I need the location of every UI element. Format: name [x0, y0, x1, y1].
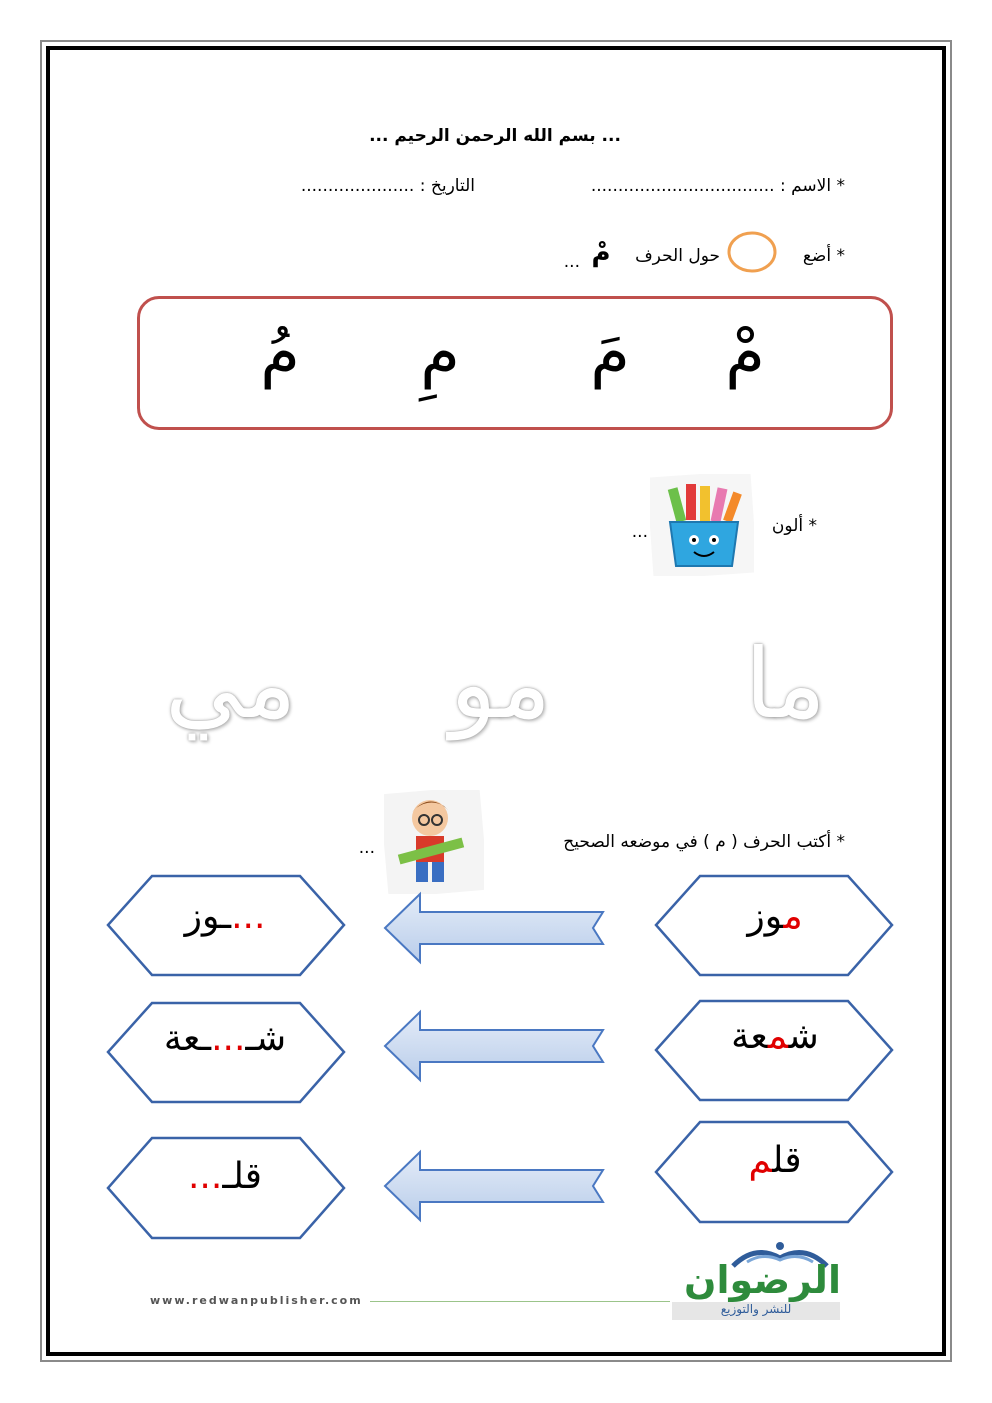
footer-divider: [370, 1301, 670, 1302]
outline-word-mi[interactable]: مي: [165, 628, 297, 740]
source-word-2: شمعة: [731, 1016, 819, 1057]
circle-task-middle: حول الحرف: [635, 246, 720, 266]
arrow-left-2: [385, 1012, 603, 1080]
basmala-heading: ... بسم الله الرحمن الرحيم ...: [369, 126, 621, 146]
letter-kasra[interactable]: مِ: [420, 316, 460, 390]
arrow-left-1: [385, 894, 603, 962]
letter-fatha[interactable]: مَ: [590, 316, 630, 390]
name-field-label: * الاسم : ..................................: [590, 176, 845, 196]
orange-circle-icon: [726, 230, 778, 274]
date-field-label: التاريخ : .....................: [300, 176, 475, 196]
outline-word-ma[interactable]: ما: [745, 628, 826, 740]
write-task-suffix: ...: [358, 838, 375, 858]
circle-task-letter: مْ: [591, 238, 611, 268]
letter-sukun[interactable]: مْ: [725, 316, 765, 390]
write-task-label: * أكتب الحرف ( م ) في موضعه الصحيح: [563, 832, 845, 852]
logo-name: الرضوان: [684, 1258, 841, 1302]
outline-word-mu[interactable]: مو: [450, 628, 552, 740]
target-word-3[interactable]: قلـ...: [187, 1156, 263, 1197]
logo-subtitle: للنشر والتوزيع: [672, 1302, 840, 1320]
footer-url[interactable]: www.redwanpublisher.com: [150, 1294, 363, 1307]
target-word-1[interactable]: ...ـوز: [184, 896, 266, 937]
color-task-label: * ألون: [771, 516, 817, 536]
circle-task-prefix: * أضع: [802, 246, 845, 266]
source-word-1: موز: [747, 896, 803, 937]
letter-damma[interactable]: مُ: [260, 316, 300, 390]
arrow-left-3: [385, 1152, 603, 1220]
pencil-cup-icon: [650, 474, 754, 576]
color-task-suffix: ...: [631, 522, 648, 542]
target-word-2[interactable]: شـ...ـعة: [163, 1018, 287, 1059]
source-word-3: قلم: [748, 1140, 802, 1181]
circle-task-suffix: ...: [563, 252, 580, 272]
